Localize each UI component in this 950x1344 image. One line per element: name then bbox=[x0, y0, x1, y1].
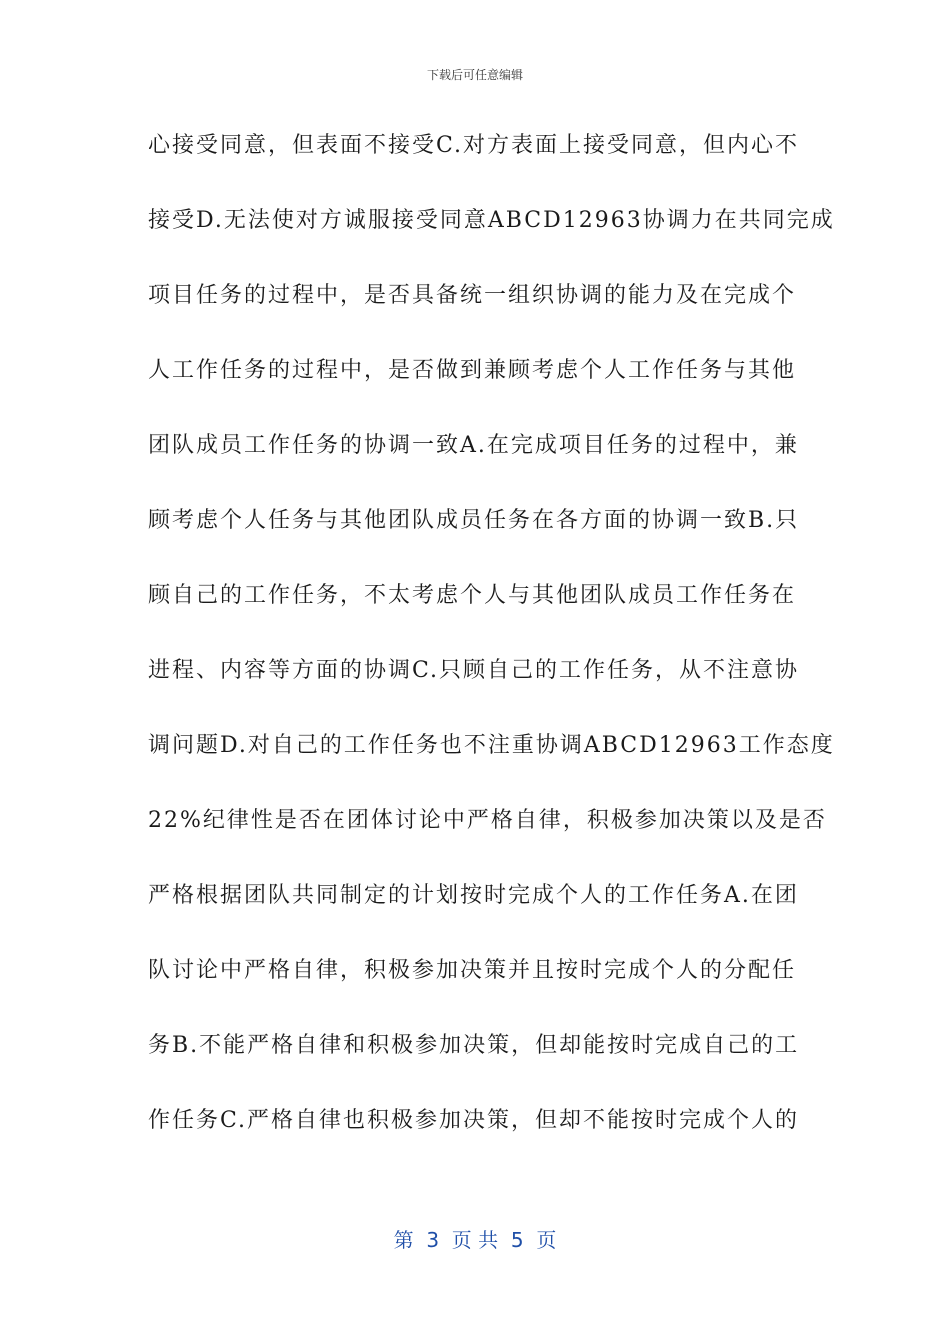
text-line: 心接受同意，但表面不接受C.对方表面上接受同意，但内心不 bbox=[148, 133, 800, 158]
text-line: 22%纪律性是否在团体讨论中严格自律，积极参加决策以及是否 bbox=[148, 808, 827, 833]
text-line: 项目任务的过程中，是否具备统一组织协调的能力及在完成个 bbox=[148, 283, 797, 308]
text-line: 作任务C.严格自律也积极参加决策，但却不能按时完成个人的 bbox=[148, 1108, 800, 1133]
text-line: 顾自己的工作任务，不太考虑个人与其他团队成员工作任务在 bbox=[148, 583, 797, 608]
text-line: 团队成员工作任务的协调一致A.在完成项目任务的过程中，兼 bbox=[148, 433, 799, 458]
text-line: 队讨论中严格自律，积极参加决策并且按时完成个人的分配任 bbox=[148, 958, 797, 983]
text-line: 调问题D.对自己的工作任务也不注重协调ABCD12963工作态度 bbox=[148, 733, 835, 758]
document-body bbox=[148, 124, 835, 1174]
text-line: 严格根据团队共同制定的计划按时完成个人的工作任务A.在团 bbox=[148, 883, 799, 908]
text-line: 进程、内容等方面的协调C.只顾自己的工作任务，从不注意协 bbox=[148, 658, 800, 683]
text-line: 务B.不能严格自律和积极参加决策，但却能按时完成自己的工 bbox=[148, 1033, 800, 1058]
text-line: 接受D.无法使对方诚服接受同意ABCD12963协调力在共同完成 bbox=[148, 208, 835, 233]
page-number-footer: 第 3 页 共 5 页 bbox=[393, 1228, 557, 1252]
text-line: 人工作任务的过程中，是否做到兼顾考虑个人工作任务与其他 bbox=[148, 358, 797, 383]
text-line: 顾考虑个人任务与其他团队成员任务在各方面的协调一致B.只 bbox=[148, 508, 800, 533]
page-header: 下载后可任意编辑 bbox=[426, 68, 523, 82]
